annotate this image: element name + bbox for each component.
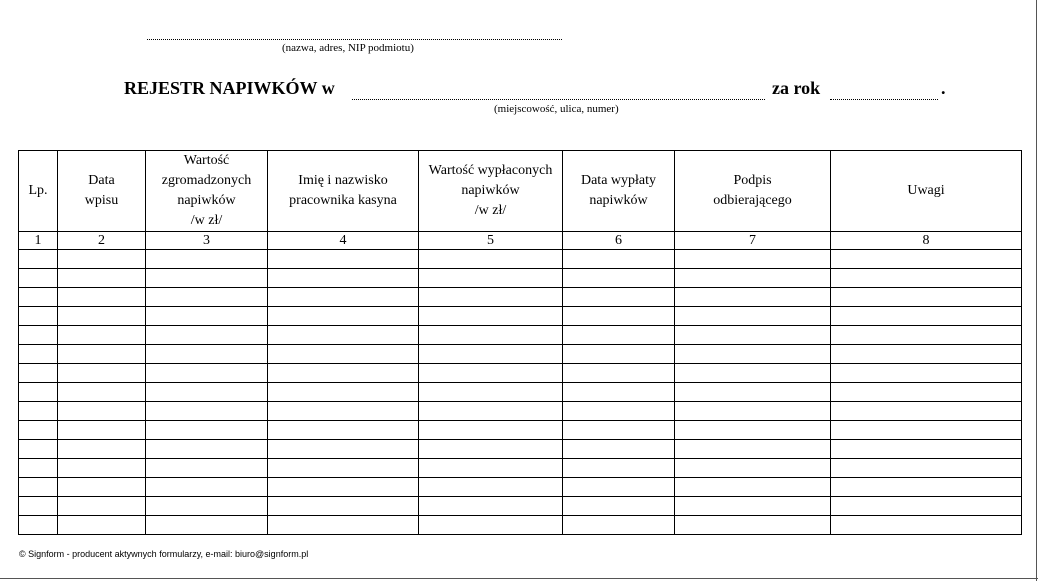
table-cell[interactable]	[58, 497, 146, 516]
table-cell[interactable]	[563, 459, 675, 478]
table-cell[interactable]	[19, 383, 58, 402]
location-line[interactable]	[352, 99, 765, 100]
table-cell[interactable]	[58, 516, 146, 535]
table-cell[interactable]	[675, 345, 831, 364]
table-cell[interactable]	[675, 364, 831, 383]
table-row	[19, 307, 1022, 326]
table-cell[interactable]	[831, 326, 1022, 345]
table-cell[interactable]	[268, 402, 419, 421]
table-cell[interactable]	[831, 516, 1022, 535]
table-cell[interactable]	[419, 307, 563, 326]
table-cell[interactable]	[563, 402, 675, 421]
table-cell[interactable]	[146, 288, 268, 307]
table-cell[interactable]	[268, 288, 419, 307]
table-cell[interactable]	[563, 516, 675, 535]
table-cell[interactable]	[268, 421, 419, 440]
table-cell[interactable]	[675, 383, 831, 402]
table-cell[interactable]	[675, 459, 831, 478]
table-cell[interactable]	[563, 364, 675, 383]
table-cell[interactable]	[419, 326, 563, 345]
table-cell[interactable]	[58, 421, 146, 440]
table-row	[19, 402, 1022, 421]
table-cell[interactable]	[58, 383, 146, 402]
table-cell[interactable]	[675, 497, 831, 516]
table-row	[19, 440, 1022, 459]
table-cell[interactable]	[19, 516, 58, 535]
table-cell[interactable]	[831, 421, 1022, 440]
table-cell[interactable]	[268, 516, 419, 535]
table-cell[interactable]	[831, 269, 1022, 288]
table-cell[interactable]	[146, 402, 268, 421]
table-cell[interactable]	[58, 345, 146, 364]
page-border-bottom	[0, 578, 1038, 579]
table-row	[19, 288, 1022, 307]
entity-name-line[interactable]	[147, 39, 562, 40]
table-cell[interactable]	[268, 440, 419, 459]
table-cell[interactable]	[268, 307, 419, 326]
table-cell[interactable]	[19, 497, 58, 516]
column-number-3: 3	[146, 232, 268, 250]
table-cell[interactable]	[58, 440, 146, 459]
column-number-7: 7	[675, 232, 831, 250]
column-header-3: Wartość zgromadzonych napiwków /w zł/	[146, 151, 268, 232]
table-cell[interactable]	[146, 269, 268, 288]
table-cell[interactable]	[831, 288, 1022, 307]
column-header-4: Imię i nazwisko pracownika kasyna	[268, 151, 419, 232]
column-number-row	[19, 232, 1022, 250]
table-cell[interactable]	[419, 440, 563, 459]
table-cell[interactable]	[831, 383, 1022, 402]
table-row	[19, 364, 1022, 383]
table-row	[19, 345, 1022, 364]
table-cell[interactable]	[268, 326, 419, 345]
location-caption: (miejscowość, ulica, numer)	[494, 103, 619, 115]
table-cell[interactable]	[268, 383, 419, 402]
table-cell[interactable]	[19, 326, 58, 345]
table-cell[interactable]	[146, 307, 268, 326]
table-cell[interactable]	[675, 250, 831, 269]
table-row	[19, 497, 1022, 516]
table-cell[interactable]	[563, 288, 675, 307]
entity-caption: (nazwa, adres, NIP podmiotu)	[282, 42, 414, 54]
table-row	[19, 421, 1022, 440]
table-cell[interactable]	[268, 250, 419, 269]
table-cell[interactable]	[419, 288, 563, 307]
table-cell[interactable]	[675, 269, 831, 288]
table-cell[interactable]	[146, 478, 268, 497]
table-cell[interactable]	[675, 326, 831, 345]
table-cell[interactable]	[675, 288, 831, 307]
table-cell[interactable]	[19, 250, 58, 269]
table-cell[interactable]	[146, 440, 268, 459]
column-header-7: Podpis odbierającego	[675, 151, 831, 232]
table-cell[interactable]	[419, 269, 563, 288]
table-cell[interactable]	[58, 364, 146, 383]
table-cell[interactable]	[419, 478, 563, 497]
table-cell[interactable]	[146, 364, 268, 383]
table-cell[interactable]	[19, 459, 58, 478]
table-cell[interactable]	[268, 269, 419, 288]
table-cell[interactable]	[675, 421, 831, 440]
table-cell[interactable]	[419, 516, 563, 535]
table-cell[interactable]	[831, 459, 1022, 478]
table-cell[interactable]	[675, 516, 831, 535]
table-cell[interactable]	[58, 288, 146, 307]
table-cell[interactable]	[563, 250, 675, 269]
table-cell[interactable]	[19, 364, 58, 383]
table-cell[interactable]	[419, 383, 563, 402]
table-cell[interactable]	[146, 421, 268, 440]
table-cell[interactable]	[831, 478, 1022, 497]
table-cell[interactable]	[419, 364, 563, 383]
table-cell[interactable]	[19, 345, 58, 364]
table-cell[interactable]	[563, 345, 675, 364]
column-number-2: 2	[58, 232, 146, 250]
table-cell[interactable]	[146, 345, 268, 364]
header-row	[19, 151, 1022, 232]
table-cell[interactable]	[831, 307, 1022, 326]
table-cell[interactable]	[58, 478, 146, 497]
table-cell[interactable]	[419, 250, 563, 269]
table-cell[interactable]	[268, 478, 419, 497]
table-cell[interactable]	[58, 326, 146, 345]
table-cell[interactable]	[146, 459, 268, 478]
table-cell[interactable]	[419, 459, 563, 478]
table-cell[interactable]	[146, 250, 268, 269]
table-cell[interactable]	[19, 421, 58, 440]
table-cell[interactable]	[563, 383, 675, 402]
register-table	[18, 150, 1022, 535]
table-cell[interactable]	[675, 478, 831, 497]
table-row	[19, 326, 1022, 345]
table-cell[interactable]	[19, 402, 58, 421]
table-row	[19, 250, 1022, 269]
table-cell[interactable]	[675, 402, 831, 421]
table-cell[interactable]	[419, 402, 563, 421]
table-cell[interactable]	[58, 250, 146, 269]
column-number-4: 4	[268, 232, 419, 250]
table-cell[interactable]	[831, 497, 1022, 516]
table-cell[interactable]	[419, 497, 563, 516]
table-cell[interactable]	[563, 421, 675, 440]
column-number-5: 5	[419, 232, 563, 250]
column-number-1: 1	[19, 232, 58, 250]
table-cell[interactable]	[146, 383, 268, 402]
table-cell[interactable]	[831, 345, 1022, 364]
table-cell[interactable]	[563, 440, 675, 459]
table-cell[interactable]	[563, 269, 675, 288]
table-cell[interactable]	[58, 402, 146, 421]
table-cell[interactable]	[268, 459, 419, 478]
table-cell[interactable]	[146, 516, 268, 535]
table-cell[interactable]	[675, 307, 831, 326]
table-cell[interactable]	[831, 440, 1022, 459]
column-header-6: Data wypłaty napiwków	[563, 151, 675, 232]
footer-copyright: © Signform - producent aktywnych formularzy, e-mail: biuro@signform.pl	[19, 549, 309, 559]
table-row	[19, 459, 1022, 478]
table-cell[interactable]	[563, 307, 675, 326]
table-cell[interactable]	[268, 345, 419, 364]
column-header-8: Uwagi	[831, 151, 1022, 232]
table-cell[interactable]	[419, 345, 563, 364]
table-cell[interactable]	[563, 478, 675, 497]
year-line[interactable]	[830, 99, 938, 100]
table-row	[19, 516, 1022, 535]
table-cell[interactable]	[675, 440, 831, 459]
table-cell[interactable]	[831, 364, 1022, 383]
table-cell[interactable]	[563, 497, 675, 516]
table-cell[interactable]	[58, 307, 146, 326]
table-row	[19, 383, 1022, 402]
year-label: za rok	[772, 78, 821, 98]
table-cell[interactable]	[831, 250, 1022, 269]
column-header-1: Lp.	[19, 151, 58, 232]
table-cell[interactable]	[19, 307, 58, 326]
table-cell[interactable]	[831, 402, 1022, 421]
table-cell[interactable]	[19, 269, 58, 288]
table-cell[interactable]	[268, 364, 419, 383]
table-cell[interactable]	[419, 421, 563, 440]
table-cell[interactable]	[268, 497, 419, 516]
table-cell[interactable]	[58, 269, 146, 288]
column-number-6: 6	[563, 232, 675, 250]
column-header-2: Data wpisu	[58, 151, 146, 232]
table-cell[interactable]	[146, 326, 268, 345]
table-cell[interactable]	[563, 326, 675, 345]
column-number-8: 8	[831, 232, 1022, 250]
register-title: REJESTR NAPIWKÓW w	[124, 78, 335, 98]
table-cell[interactable]	[58, 459, 146, 478]
table-cell[interactable]	[19, 288, 58, 307]
table-row	[19, 478, 1022, 497]
table-cell[interactable]	[19, 440, 58, 459]
table-cell[interactable]	[19, 478, 58, 497]
page-border-right	[1036, 0, 1037, 581]
table-row	[19, 269, 1022, 288]
column-header-5: Wartość wypłaconych napiwków /w zł/	[419, 151, 563, 232]
title-period: .	[941, 78, 946, 98]
table-cell[interactable]	[146, 497, 268, 516]
